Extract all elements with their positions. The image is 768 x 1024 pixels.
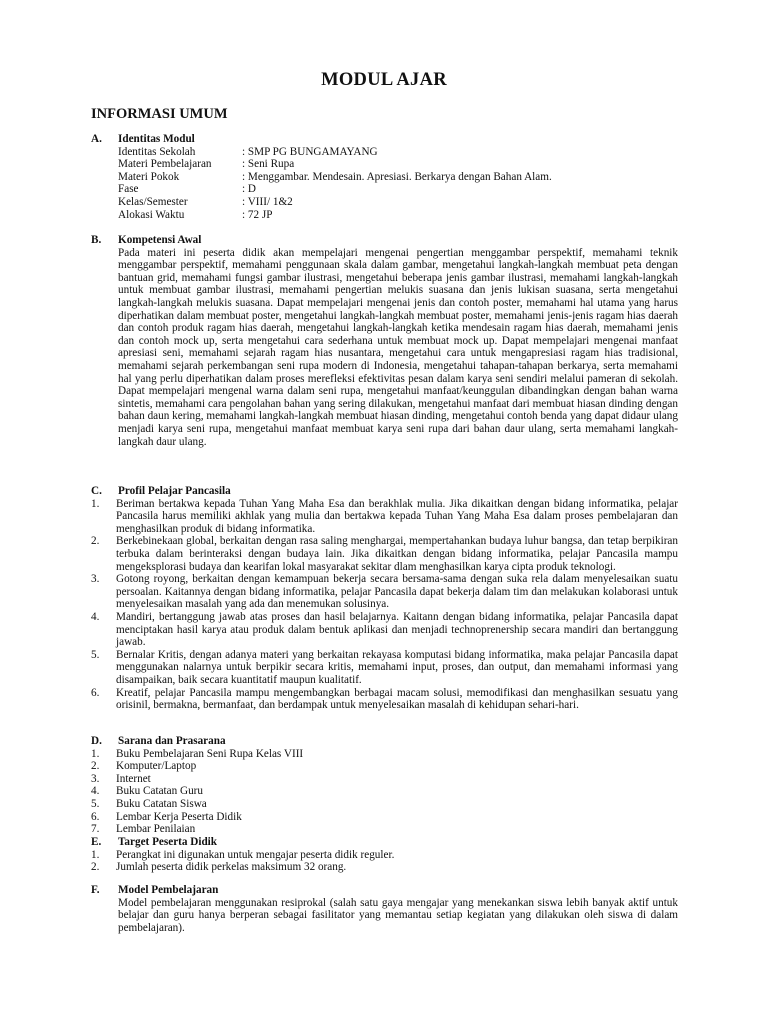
item-text: Kreatif, pelajar Pancasila mampu mengembangkan berbagai macam solusi, memodifikasi dan menghasilkan sesuatu yang orisinil, bermakna, bermanfaat, dan berdampak untuk menyelesaikan masalah di kehidupan sehari-hari. [116,686,678,712]
item-number: 7. [91,823,100,836]
item-text: Jumlah peserta didik perkelas maksimum 32 orang. [116,861,347,874]
item-number: 4. [91,785,100,798]
section-sarana-prasarana [91,735,678,836]
list-item [91,785,678,798]
identity-key: Identitas Sekolah [118,145,196,158]
list-item [91,611,678,649]
section-title: Target Peserta Didik [118,836,218,848]
identity-value: : Menggambar. Mendesain. Apresiasi. Berkarya dengan Bahan Alam. [242,170,552,183]
item-text: Lembar Kerja Peserta Didik [116,810,242,823]
sarana-list [91,748,678,836]
list-item [91,773,678,786]
section-title: Identitas Modul [118,133,195,145]
identity-table [118,146,678,222]
list-item [91,649,678,687]
item-number: 1. [91,497,100,510]
identity-value: : VIII/ 1&2 [242,195,293,208]
section-header [91,884,678,897]
item-number: 4. [91,610,100,623]
kompetensi-paragraph: Pada materi ini peserta didik akan mempelajari mengenai pengertian menggambar perspektif, memahami teknik menggambar perspektif, memahami penggunaan skala dalam gambar, mengetahui langkah-langkah membuat peta dengan bantuan grid, memahami fungsi gambar ilustrasi, mengetahui beberapa jenis gambar ilustrasi, memahami langkah-langkah untuk membuat gambar ilustrasi, memahami pengertian melukis suasana dan jenis lukisan suasana, serta mengetahui langkah-langkah melukis suasana. Dapat mempelajari mengenai jenis dan contoh poster, memahami hal utama yang harus diperhatikan dalam membuat poster, mengetahui langkah-langkah membuat poster, memahami jenis-jenis ragam hias daerah dan contoh produk ragam hias daerah, mengetahui langkah-langkah ketika mendesain ragam hias daerah, memahami jenis dan contoh mock up, serta mengetahui cara sederhana untuk membuat mock up. Dapat mempelajari mengenai manfaat apresiasi seni, memahami sejarah ragam hias nusantara, mengetahui cara untuk mengapresiasi ragam hias tradisional, memahami sejarah perkembangan seni rupa modern di Indonesia, mengetahui tahapan-tahapan berkarya, serta memahami hal yang perlu diperhatikan dalam proses merefleksi efektivitas pesan dalam karya seni sendiri melalui pameran di sekolah. Dapat mempelajari mengenal warna dalam seni rupa, mengetahui manfaat/keunggulan dibandingkan dengan bahan warna sintetis, memahami cara pengolahan bahan yang sering dilakukan, mengetahui manfaat dari membuat hiasan dinding dengan bahan daun kering, memahami langkah-langkah membuat hiasan dinding, mengetahui contoh benda yang dapat didaur ulang menjadi karya seni rupa, mengetahui manfaat membuat karya seni rupa dari bahan daur ulang, serta memahami langkah-langkah daur ulang. [118,246,678,448]
list-item [91,823,678,836]
section-target-peserta [91,836,678,874]
list-item [91,687,678,712]
section-letter: A. [91,133,102,145]
model-paragraph: Model pembelajaran menggunakan resiprokal (salah satu gaya mengajar yang menekankan siswa lebih banyak aktif untuk belajar dan guru hanya berperan sebagai fasilitator yang memantau setiap kegiatan yang dilakukan oleh siswa di dalam pembelajaran). [118,896,678,934]
item-number: 2. [91,760,100,773]
section-profil-pelajar [91,485,678,712]
list-item [91,861,678,874]
section-title: Sarana dan Prasarana [118,735,226,747]
item-text: Beriman bertakwa kepada Tuhan Yang Maha Esa dan berakhlak mulia. Jika dikaitkan dengan bidang informatika, pelajar Pancasila harus memiliki akhlak yang mulia dan bertakwa kepada Tuhan Yang Maha Esa dalam proses pembelajaran dan menghasilkan produk di bidang informatika. [116,497,678,535]
section-title: Kompetensi Awal [118,234,202,246]
item-text: Berkebinekaan global, berkaitan dengan rasa saling menghargai, mempertahankan budaya luhur bangsa, dan tetap berpikiran terbuka dalam berinteraksi dengan budaya lain. Jika dikaitkan dengan bidang informatika, pelajar Pancasila mampu mengeksplorasi budaya dan kearifan lokal masyarakat sekitar dlam menghasilkan karya cipta produk teknologi. [116,535,678,573]
document-title: MODUL AJAR [321,70,447,90]
list-item [91,498,678,536]
section-header [91,234,678,247]
identity-value: : SMP PG BUNGAMAYANG [242,145,378,158]
list-item [91,573,678,611]
list-item [91,760,678,773]
item-number: 1. [91,747,100,760]
section-letter: D. [91,735,102,747]
list-item [91,748,678,761]
item-number: 2. [91,535,100,548]
item-number: 5. [91,797,100,810]
list-item [91,849,678,862]
section-title: Profil Pelajar Pancasila [118,485,231,497]
section-letter: C. [91,485,102,497]
profil-list [91,498,678,712]
item-text: Komputer/Laptop [116,760,197,773]
item-text: Buku Catatan Siswa [116,797,207,810]
target-list [91,849,678,874]
section-title: Model Pembelajaran [118,884,219,896]
section-header [91,836,678,849]
section-identitas-modul [91,133,678,221]
item-number: 3. [91,772,100,785]
identity-value: : 72 JP [242,208,273,221]
item-number: 5. [91,648,100,661]
item-text: Buku Catatan Guru [116,785,203,798]
item-text: Buku Pembelajaran Seni Rupa Kelas VIII [116,747,304,760]
identity-key: Materi Pokok [118,170,180,183]
item-number: 6. [91,686,100,699]
item-text: Internet [116,772,151,785]
identity-key: Fase [118,183,139,196]
identity-value: : D [242,183,256,196]
section-header [91,735,678,748]
list-item [91,798,678,811]
identity-key: Materi Pembelajaran [118,158,212,171]
item-text: Bernalar Kritis, dengan adanya materi yang berkaitan rekayasa komputasi bidang informatika, maka pelajar Pancasila dapat menggunakan nalarnya untuk berpikir secara kritis, memahami input, proses, dan output, dan memahami informasi yang disampaikan, baik secara kuantitatif maupun kualitatif. [116,648,678,686]
section-header [91,485,678,498]
item-text: Mandiri, bertanggung jawab atas proses dan hasil belajarnya. Kaitann dengan bidang informatika, pelajar Pancasila dapat menciptakan hasil karya atau produk dalam bentuk aplikasi dan menjadi technoprenership secara mandiri dan bertanggung jawab. [116,610,678,649]
section-kompetensi-awal [91,234,678,448]
section-header [91,133,678,146]
item-number: 3. [91,573,100,586]
list-item [91,535,678,573]
section-letter: E. [91,836,102,848]
identity-key: Kelas/Semester [118,195,188,208]
item-text: Lembar Penilaian [116,823,196,836]
section-model-pembelajaran [91,884,678,934]
section-letter: B. [91,234,102,246]
section-heading-informasi-umum: INFORMASI UMUM [91,106,228,122]
list-item [91,811,678,824]
item-number: 2. [91,861,100,874]
item-text: Perangkat ini digunakan untuk mengajar peserta didik reguler. [116,848,395,861]
section-letter: F. [91,884,100,896]
identity-value: : Seni Rupa [242,158,295,171]
item-number: 1. [91,848,100,861]
identity-key: Alokasi Waktu [118,208,185,221]
item-text: Gotong royong, berkaitan dengan kemampuan bekerja secara bersama-sama dengan suka rela dalam menyelesaikan suatu persoalan. Kaitannya dengan bidang informatika, pelajar Pancasila dapat bekerja dalam tim dan melakukan kolaborasi untuk menyelesaikan masalah yang ada dan menemukan solusinya. [116,573,678,611]
item-number: 6. [91,810,100,823]
